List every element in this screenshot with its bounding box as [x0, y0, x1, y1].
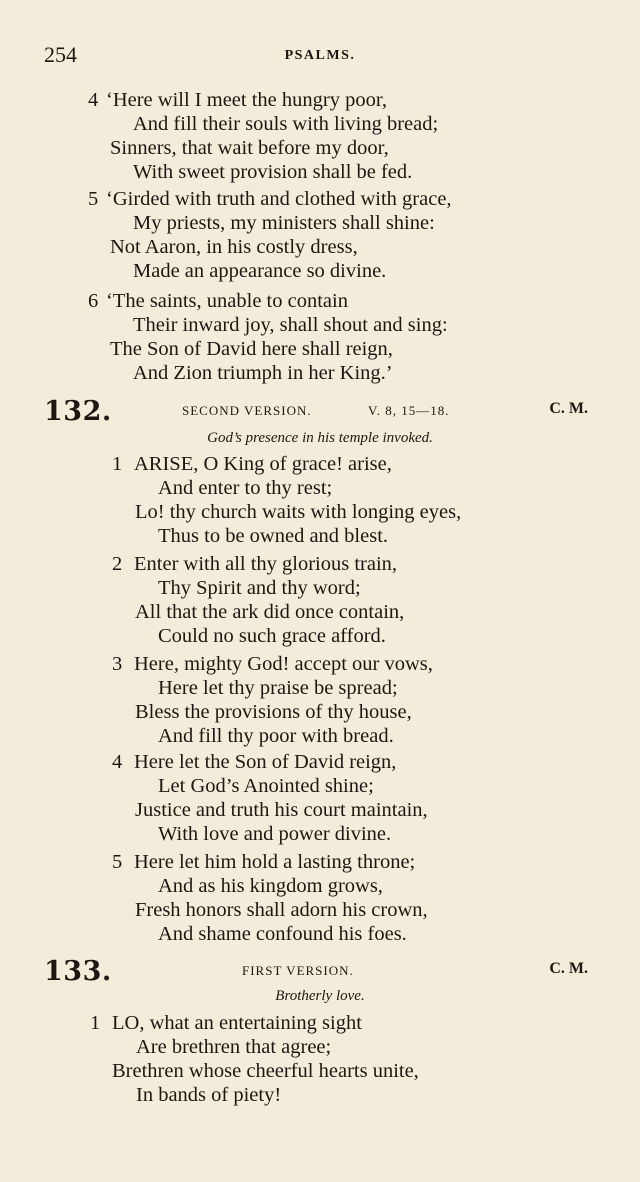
stanza-line: LO, what an entertaining sight — [112, 1012, 362, 1034]
stanza-line: Brethren whose cheerful hearts unite, — [112, 1060, 419, 1082]
metre-label: C. M. — [549, 960, 588, 977]
stanza-line: ARISE, O King of grace! arise, — [134, 453, 392, 475]
stanza-line: Here, mighty God! accept our vows, — [134, 653, 433, 675]
stanza-line: And fill thy poor with bread. — [158, 725, 394, 747]
stanza-line: Bless the provisions of thy house, — [135, 701, 412, 723]
stanza-line: In bands of piety! — [136, 1084, 282, 1106]
stanza-number: 1 — [90, 1012, 101, 1034]
stanza-number: 2 — [112, 553, 123, 575]
psalm-133-subtitle: Brotherly love. — [275, 988, 365, 1004]
stanza-line: With love and power divine. — [158, 823, 392, 845]
page-header — [0, 42, 640, 72]
stanza-line: And as his kingdom grows, — [158, 875, 383, 897]
stanza-number: 1 — [112, 453, 123, 475]
stanza-number: 3 — [112, 653, 123, 675]
stanza-line: Sinners, that wait before my door, — [110, 137, 389, 159]
psalm-number: 133. — [44, 956, 112, 987]
stanza-line: Not Aaron, in his costly dress, — [110, 236, 358, 258]
stanza-line: Here let him hold a lasting throne; — [134, 851, 416, 873]
version-label: FIRST VERSION. — [242, 963, 354, 978]
stanza-line: Are brethren that agree; — [136, 1036, 332, 1058]
stanza-line: Could no such grace afford. — [158, 625, 386, 647]
stanza-line: With sweet provision shall be fed. — [133, 161, 413, 183]
stanza-line: Let God’s Anointed shine; — [158, 775, 374, 797]
version-label: SECOND VERSION. — [182, 403, 312, 418]
stanza-line: And Zion triumph in her King.’ — [133, 362, 393, 384]
stanza-line: ‘Girded with truth and clothed with grace, — [106, 188, 452, 210]
stanza-line: My priests, my ministers shall shine: — [133, 212, 435, 234]
stanza-number: 4 — [88, 89, 99, 111]
stanza-line: Thy Spirit and thy word; — [158, 577, 361, 599]
stanza-number: 5 — [112, 851, 123, 873]
running-head: PSALMS. — [284, 48, 356, 63]
stanza-line: Thus to be owned and blest. — [158, 525, 389, 547]
stanza-line: ‘Here will I meet the hungry poor, — [106, 89, 387, 111]
verse-reference: V. 8, 15—18. — [368, 403, 450, 418]
stanza-line: Here let thy praise be spread; — [158, 677, 398, 699]
psalm-132-heading — [0, 396, 640, 426]
stanza-line: All that the ark did once contain, — [135, 601, 405, 623]
stanza-line: The Son of David here shall reign, — [110, 338, 393, 360]
stanza-line: Their inward joy, shall shout and sing: — [133, 314, 448, 336]
stanza-line: And enter to thy rest; — [158, 477, 333, 499]
stanza-line: Fresh honors shall adorn his crown, — [135, 899, 428, 921]
stanza-line: Justice and truth his court maintain, — [135, 799, 428, 821]
stanza-line: And fill their souls with living bread; — [133, 113, 439, 135]
page-number: 254 — [44, 42, 77, 67]
stanza-number: 4 — [112, 751, 123, 773]
stanza-number: 6 — [88, 290, 99, 312]
stanza-line: Made an appearance so divine. — [133, 260, 387, 282]
stanza-number: 5 — [88, 188, 99, 210]
stanza-line: ‘The saints, unable to contain — [106, 290, 348, 312]
psalm-133-heading — [0, 956, 640, 986]
psalm-132-subtitle: God’s presence in his temple invoked. — [207, 430, 433, 446]
metre-label: C. M. — [549, 400, 588, 417]
stanza-line: Here let the Son of David reign, — [134, 751, 397, 773]
stanza-line: Lo! thy church waits with longing eyes, — [135, 501, 462, 523]
stanza-line: Enter with all thy glorious train, — [134, 553, 398, 575]
stanza-line: And shame confound his foes. — [158, 923, 407, 945]
psalm-number: 132. — [44, 396, 112, 427]
